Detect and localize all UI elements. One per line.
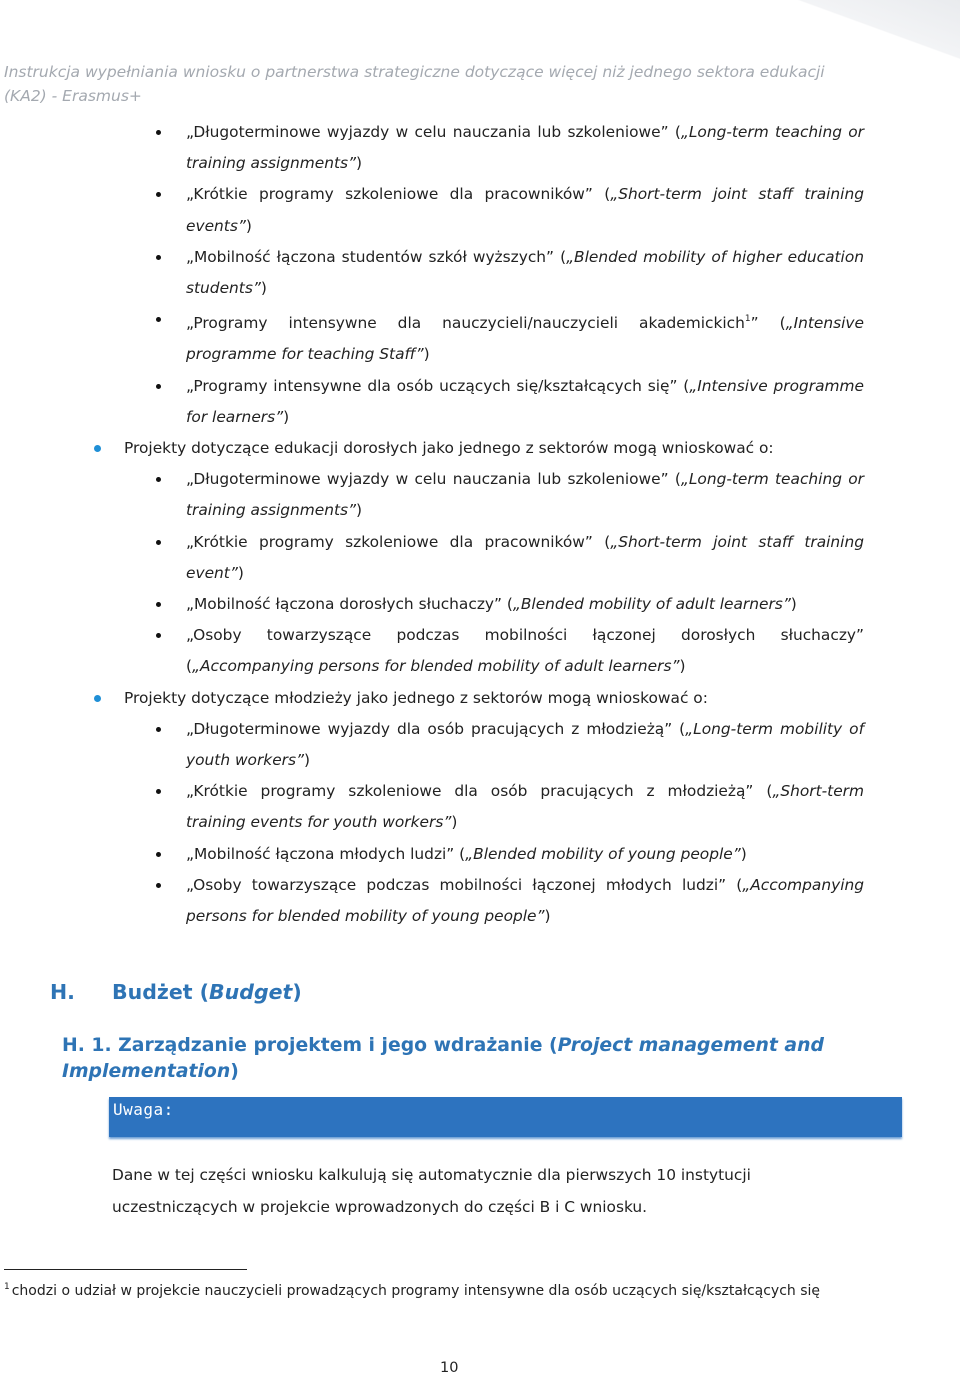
list-item-text — [186, 371, 864, 433]
list-item — [0, 304, 864, 370]
list-item-text — [124, 433, 864, 464]
item-text-en: „Long-term mobility of youth workers” — [186, 719, 864, 770]
subsection-heading-h1 — [62, 1033, 862, 1085]
bullet-icon — [156, 317, 161, 322]
item-text-end: ) — [790, 595, 797, 614]
list-item — [0, 839, 864, 870]
item-text-pl: „Programy intensywne dla osób uczących się/kształcących się” ( — [186, 376, 690, 395]
mobility-list — [0, 117, 960, 932]
bullet-icon — [156, 384, 161, 389]
item-text-pl: „Osoby towarzyszące podczas mobilności łączonej młodych ludzi” ( — [186, 875, 743, 894]
list-item-text — [186, 839, 864, 870]
footnote — [4, 1276, 884, 1302]
item-text-en: „Intensive programme for learners” — [186, 376, 864, 426]
section-title-pl: Budżet ( — [112, 980, 210, 1004]
subsection-number: H. 1. — [62, 1035, 112, 1056]
header-line-2: (KA2) - Erasmus+ — [4, 87, 142, 105]
footnote-text: chodzi o udział w projekcie nauczycieli prowadzących programy intensywne dla osób uczących się/kształcących się — [11, 1283, 821, 1299]
section-letter: H. — [50, 980, 75, 1004]
running-header — [4, 60, 904, 108]
bullet-icon — [156, 883, 161, 888]
item-text-pl: „Mobilność łączona studentów szkół wyższych” ( — [186, 247, 567, 266]
list-item — [0, 776, 864, 838]
bullet-icon — [94, 445, 101, 452]
list-item-text — [186, 179, 864, 241]
list-item — [0, 464, 864, 526]
list-item-text — [186, 589, 864, 620]
item-text-end: ) — [451, 813, 458, 832]
bullet-icon — [156, 789, 161, 794]
item-text-end: ) — [283, 407, 290, 426]
item-text-pl: „Mobilność łączona dorosłych słuchaczy” ( — [186, 595, 513, 614]
item-text-pl: „Długoterminowe wyjazdy dla osób pracujących z młodzieżą” ( — [186, 719, 686, 738]
bullet-icon — [156, 255, 161, 260]
list-item-text — [186, 714, 864, 776]
list-section-item — [0, 433, 864, 464]
list-item — [0, 242, 864, 304]
section-heading-h — [50, 980, 302, 1004]
item-text-pl: „Długoterminowe wyjazdy w celu nauczania lub szkoleniowe” ( — [186, 470, 681, 489]
item-text-end: ) — [304, 751, 311, 770]
item-text-en: „Long-term teaching or training assignments” — [186, 470, 864, 520]
subsection-title-pl: Zarządzanie projektem i jego wdrażanie ( — [118, 1035, 558, 1056]
item-text-pl: „Krótkie programy szkoleniowe dla pracowników” ( — [186, 532, 611, 551]
footnote-reference[interactable]: 1 — [744, 314, 751, 325]
list-item-text — [186, 776, 864, 838]
list-item — [0, 620, 864, 682]
bullet-icon — [94, 695, 101, 702]
page-corner-decoration — [770, 0, 960, 60]
section-title-end: ) — [292, 980, 302, 1004]
note-label: Uwaga: — [113, 1100, 174, 1119]
item-text-end: ) — [356, 501, 363, 520]
item-text-pl: „Krótkie programy szkoleniowe dla pracowników” ( — [186, 185, 611, 204]
subsection-title-en: Project management and Implementation — [62, 1035, 824, 1082]
item-text-end: ) — [679, 657, 686, 676]
item-text-pl: „Długoterminowe wyjazdy w celu nauczania lub szkoleniowe” ( — [186, 123, 681, 141]
list-item — [0, 371, 864, 433]
bullet-icon — [156, 130, 161, 135]
footnote-separator — [4, 1269, 247, 1270]
list-item — [0, 870, 864, 932]
item-text-en: „Accompanying persons for blended mobility of adult learners” — [192, 657, 680, 676]
item-text-end: ) — [423, 345, 430, 364]
item-text-en: „Blended mobility of young people” — [465, 844, 741, 863]
list-item-text — [186, 870, 864, 932]
item-text-end: ) — [356, 154, 363, 173]
item-text-pl-cont: ” ( — [750, 314, 786, 333]
list-item-text — [186, 242, 864, 304]
item-text-en: „Long-term teaching or training assignments” — [186, 123, 864, 173]
note-banner — [109, 1097, 902, 1137]
note-body: Dane w tej części wniosku kalkulują się automatycznie dla pierwszych 10 instytucji uczestniczących w projekcie wprowadzonych do części B i C wniosku. — [112, 1166, 751, 1216]
item-text-pl: „Krótkie programy szkoleniowe dla osób pracujących z młodzieżą” ( — [186, 782, 773, 801]
bullet-icon — [156, 477, 161, 482]
section-title-en: Budget — [209, 980, 293, 1004]
list-item-text — [124, 683, 864, 714]
bullet-icon — [156, 633, 161, 638]
item-text-en: „Blended mobility of adult learners” — [512, 595, 791, 614]
list-item — [0, 117, 864, 179]
item-text-pl: Projekty dotyczące edukacji dorosłych jako jednego z sektorów mogą wnioskować o: — [124, 439, 774, 458]
item-text-end: ) — [544, 907, 551, 926]
list-section-item — [0, 683, 864, 714]
bullet-icon — [156, 602, 161, 607]
page-number: 10 — [440, 1360, 459, 1376]
footnote-mark: 1 — [4, 1282, 10, 1292]
item-text-en: „Intensive programme for teaching Staff” — [186, 314, 864, 364]
item-text-pl: Projekty dotyczące młodzieży jako jednego z sektorów mogą wnioskować o: — [124, 688, 708, 707]
item-text-end: ) — [237, 563, 244, 582]
item-text-end: ) — [740, 844, 747, 863]
bullet-icon — [156, 852, 161, 857]
bullet-icon — [156, 192, 161, 197]
item-text-en: „Short-term joint staff training events” — [186, 185, 864, 235]
list-item-text — [186, 620, 864, 682]
list-item-text — [186, 464, 864, 526]
list-item-text — [186, 527, 864, 589]
item-text-en: „Short-term joint staff training event” — [186, 532, 864, 582]
bullet-icon — [156, 540, 161, 545]
item-text-pl: „Programy intensywne dla nauczycieli/nauczycieli akademickich — [186, 314, 745, 333]
bullet-icon — [156, 727, 161, 732]
header-line-1: Instrukcja wypełniania wniosku o partnerstwa strategiczne dotyczące więcej niż jednego sektora edukacji — [4, 63, 825, 81]
list-item-text — [186, 117, 864, 179]
list-item — [0, 527, 864, 589]
subsection-title-end: ) — [230, 1061, 239, 1082]
list-item-text — [186, 304, 864, 370]
list-item — [0, 589, 864, 620]
item-text-end: ) — [245, 216, 252, 235]
item-text-end: ) — [260, 279, 267, 298]
item-text-en: „Short-term training events for youth workers” — [186, 782, 864, 832]
item-text-en: „Blended mobility of higher education students” — [186, 247, 864, 298]
list-item — [0, 714, 864, 776]
list-item — [0, 179, 864, 241]
item-text-pl: „Mobilność łączona młodych ludzi” ( — [186, 844, 466, 863]
item-text-pl: „Osoby towarzyszące podczas mobilności łączonej dorosłych słuchaczy” ( — [186, 626, 864, 676]
item-text-en: „Accompanying persons for blended mobility of young people” — [186, 875, 864, 926]
